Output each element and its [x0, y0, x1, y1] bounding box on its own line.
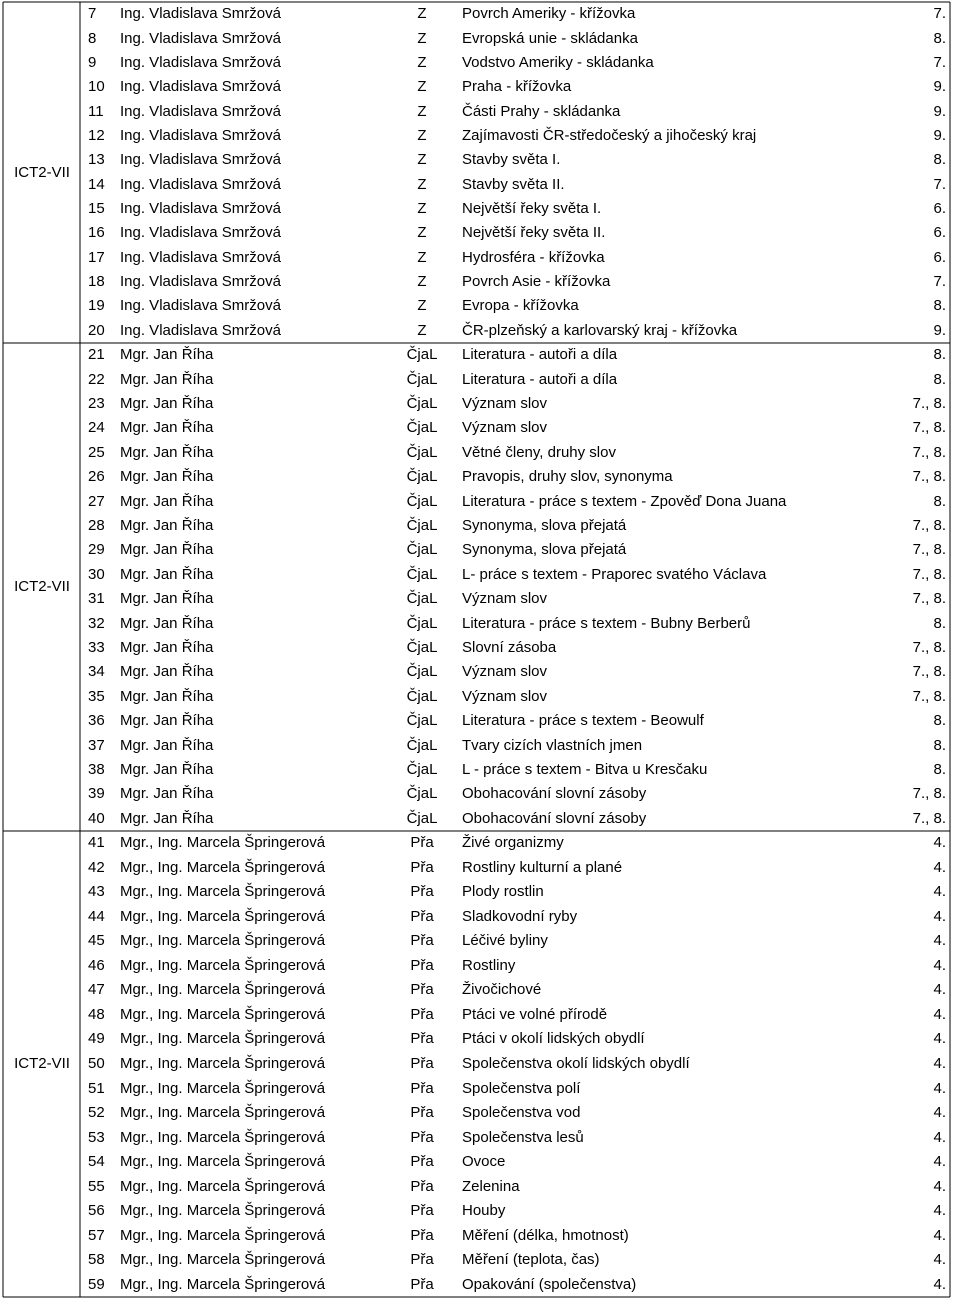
topic-title: Živočichové — [462, 981, 542, 999]
teacher-name: Mgr., Ing. Marcela Špringerová — [120, 1104, 326, 1122]
teacher-name: Mgr., Ing. Marcela Špringerová — [120, 1153, 326, 1171]
topic-title: Živé organizmy — [462, 834, 564, 852]
row-number: 51 — [88, 1079, 105, 1097]
row-number: 10 — [88, 78, 105, 96]
subject-code: ČjaL — [406, 395, 438, 412]
teacher-name: Ing. Vladislava Smržová — [120, 53, 281, 71]
topic-title: Obohacování slovní zásoby — [462, 809, 647, 827]
topic-title: Největší řeky světa I. — [462, 200, 602, 218]
subject-code: Z — [417, 175, 427, 193]
row-number: 54 — [88, 1153, 105, 1171]
topic-title: Obohacování slovní zásoby — [462, 785, 647, 803]
row-number: 31 — [88, 590, 105, 608]
row-number: 50 — [88, 1055, 105, 1072]
teacher-name: Mgr., Ing. Marcela Špringerová — [120, 1005, 326, 1023]
subject-code: ČjaL — [406, 443, 438, 461]
topic-title: Zajímavosti ČR-středočeský a jihočeský kraj — [462, 126, 757, 144]
row-number: 45 — [88, 932, 105, 950]
topic-title: Hydrosféra - křížovka — [462, 248, 605, 266]
subject-code: Přa — [410, 956, 434, 974]
teacher-name: Mgr. Jan Říha — [120, 443, 214, 461]
row-number: 26 — [88, 468, 105, 486]
teacher-name: Mgr. Jan Říha — [120, 590, 214, 608]
grade-level: 8. — [933, 370, 946, 388]
subject-code: Přa — [410, 858, 434, 876]
topic-title: Význam slov — [462, 395, 548, 412]
teacher-name: Mgr., Ing. Marcela Špringerová — [120, 1202, 326, 1220]
row-number: 49 — [88, 1030, 105, 1048]
row-number: 35 — [88, 687, 105, 705]
subject-code: ČjaL — [406, 468, 438, 486]
row-number: 7 — [88, 5, 97, 23]
teacher-name: Mgr. Jan Říha — [120, 809, 214, 827]
row-number: 11 — [88, 102, 104, 120]
topic-title: ČR-plzeňský a karlovarský kraj - křížovka — [462, 321, 738, 339]
grade-level: 4. — [933, 858, 946, 876]
grade-level: 4. — [933, 1275, 946, 1293]
topic-title: Literatura - práce s textem - Bubny Berberů — [462, 614, 751, 632]
grade-level: 4. — [933, 1177, 946, 1195]
grade-level: 7. — [933, 175, 946, 193]
subject-code: Přa — [410, 1275, 434, 1293]
grade-level: 4. — [933, 1153, 946, 1171]
grade-level: 7., 8. — [912, 663, 946, 681]
subject-code: Přa — [410, 1005, 434, 1023]
row-number: 20 — [88, 321, 105, 339]
subject-code: Z — [417, 126, 427, 144]
row-number: 9 — [88, 53, 97, 71]
row-number: 42 — [88, 858, 105, 876]
teacher-name: Mgr. Jan Říha — [120, 565, 214, 583]
teacher-name: Mgr., Ing. Marcela Špringerová — [120, 1030, 326, 1048]
topic-title: Literatura - autoři a díla — [462, 346, 618, 364]
topic-title: Význam slov — [462, 663, 548, 681]
teacher-name: Mgr., Ing. Marcela Špringerová — [120, 907, 326, 925]
grade-level: 8. — [933, 736, 946, 754]
teacher-name: Mgr., Ing. Marcela Špringerová — [120, 1177, 326, 1195]
row-number: 25 — [88, 443, 105, 461]
teacher-name: Mgr., Ing. Marcela Špringerová — [120, 1275, 326, 1293]
grade-level: 7., 8. — [912, 517, 946, 534]
grade-level: 7., 8. — [912, 565, 946, 583]
teacher-name: Mgr. Jan Říha — [120, 346, 214, 364]
grade-level: 7., 8. — [912, 687, 946, 705]
row-number: 53 — [88, 1128, 105, 1146]
subject-code: Z — [417, 200, 427, 218]
subject-code: Z — [417, 53, 427, 71]
teacher-name: Ing. Vladislava Smržová — [120, 273, 281, 291]
grade-level: 4. — [933, 1030, 946, 1048]
row-number: 43 — [88, 883, 105, 901]
teacher-name: Mgr. Jan Říha — [120, 492, 214, 510]
teacher-name: Mgr. Jan Říha — [120, 639, 214, 656]
row-number: 28 — [88, 517, 105, 534]
teacher-name: Mgr. Jan Říha — [120, 395, 214, 412]
row-number: 55 — [88, 1177, 105, 1195]
row-number: 36 — [88, 712, 105, 730]
subject-code: Z — [417, 224, 427, 242]
teacher-name: Ing. Vladislava Smržová — [120, 151, 281, 169]
subject-code: ČjaL — [406, 761, 438, 778]
row-number: 46 — [88, 956, 105, 974]
grade-level: 9. — [933, 321, 946, 339]
subject-code: Z — [417, 273, 427, 291]
teacher-name: Ing. Vladislava Smržová — [120, 78, 281, 96]
row-number: 30 — [88, 565, 105, 583]
teacher-name: Mgr. Jan Říha — [120, 419, 214, 437]
grade-level: 7., 8. — [912, 541, 946, 559]
group-label: ICT2-VII — [14, 1055, 70, 1072]
topic-title: Synonyma, slova přejatá — [462, 517, 627, 534]
subject-code: ČjaL — [406, 590, 438, 608]
row-number: 52 — [88, 1104, 105, 1122]
topic-title: Evropská unie - skládanka — [462, 29, 638, 47]
grade-level: 4. — [933, 1251, 946, 1269]
topic-title: Léčivé byliny — [462, 932, 548, 950]
grade-level: 4. — [933, 907, 946, 925]
teacher-name: Mgr., Ing. Marcela Špringerová — [120, 1128, 326, 1146]
row-number: 39 — [88, 785, 105, 803]
row-number: 59 — [88, 1275, 105, 1293]
subject-code: Přa — [410, 1030, 434, 1048]
row-number: 18 — [88, 273, 105, 291]
subject-code: ČjaL — [406, 565, 438, 583]
topic-title: Stavby světa II. — [462, 175, 565, 193]
subject-code: ČjaL — [406, 663, 438, 681]
teacher-name: Mgr., Ing. Marcela Špringerová — [120, 1079, 326, 1097]
group-label: ICT2-VII — [14, 163, 70, 181]
subject-code: Z — [417, 248, 427, 266]
topic-title: Ptáci ve volné přírodě — [462, 1005, 608, 1023]
row-number: 8 — [88, 29, 97, 47]
teacher-name: Mgr. Jan Říha — [120, 517, 214, 534]
teacher-name: Ing. Vladislava Smržová — [120, 126, 281, 144]
teacher-name: Ing. Vladislava Smržová — [120, 248, 281, 266]
topic-title: Stavby světa I. — [462, 151, 561, 169]
subject-code: ČjaL — [406, 639, 438, 656]
teacher-name: Mgr. Jan Říha — [120, 687, 214, 705]
subject-code: ČjaL — [406, 370, 438, 388]
teacher-name: Mgr., Ing. Marcela Špringerová — [120, 834, 326, 852]
topic-title: Synonyma, slova přejatá — [462, 541, 627, 559]
subject-code: Z — [417, 321, 427, 339]
grade-level: 7., 8. — [912, 785, 946, 803]
subject-code: ČjaL — [406, 614, 438, 632]
grade-level: 8. — [933, 492, 946, 510]
topic-title: Větné členy, druhy slov — [462, 443, 616, 461]
grade-level: 7., 8. — [912, 639, 946, 656]
subject-code: ČjaL — [406, 346, 438, 364]
row-number: 40 — [88, 809, 105, 827]
teacher-name: Mgr. Jan Říha — [120, 541, 214, 559]
teacher-name: Mgr. Jan Říha — [120, 785, 214, 803]
teacher-name: Mgr. Jan Říha — [120, 712, 214, 730]
grade-level: 4. — [933, 981, 946, 999]
topic-title: Měření (teplota, čas) — [462, 1251, 600, 1269]
topic-title: Společenstva vod — [462, 1104, 581, 1122]
topic-title: Rostliny — [462, 956, 516, 974]
topic-title: L- práce s textem - Praporec svatého Václava — [462, 565, 767, 583]
topic-title: Společenstva lesů — [462, 1128, 584, 1146]
grade-level: 4. — [933, 1226, 946, 1244]
grade-level: 4. — [933, 883, 946, 901]
row-number: 27 — [88, 492, 105, 510]
subject-code: Přa — [410, 932, 434, 950]
grade-level: 4. — [933, 1055, 946, 1072]
subject-code: ČjaL — [406, 809, 438, 827]
teacher-name: Ing. Vladislava Smržová — [120, 297, 281, 315]
teacher-name: Ing. Vladislava Smržová — [120, 321, 281, 339]
topic-title: Literatura - práce s textem - Zpověď Dona Juana — [462, 492, 787, 510]
topic-title: Praha - křížovka — [462, 78, 572, 96]
grade-level: 7., 8. — [912, 395, 946, 412]
grade-level: 9. — [933, 126, 946, 144]
row-number: 44 — [88, 907, 105, 925]
grade-level: 9. — [933, 78, 946, 96]
teacher-name: Ing. Vladislava Smržová — [120, 5, 281, 23]
topic-title: Měření (délka, hmotnost) — [462, 1226, 629, 1244]
row-number: 29 — [88, 541, 105, 559]
grade-level: 8. — [933, 151, 946, 169]
topic-title: Slovní zásoba — [462, 639, 557, 656]
teacher-name: Mgr., Ing. Marcela Špringerová — [120, 1251, 326, 1269]
row-number: 32 — [88, 614, 105, 632]
grade-level: 6. — [933, 224, 946, 242]
grade-level: 7., 8. — [912, 468, 946, 486]
teacher-name: Mgr. Jan Říha — [120, 614, 214, 632]
row-number: 19 — [88, 297, 105, 315]
teacher-name: Ing. Vladislava Smržová — [120, 29, 281, 47]
group-label: ICT2-VII — [14, 578, 70, 595]
subject-code: ČjaL — [406, 687, 438, 705]
topic-title: Ptáci v okolí lidských obydlí — [462, 1030, 645, 1048]
subject-code: ČjaL — [406, 541, 438, 559]
topic-title: Rostliny kulturní a plané — [462, 858, 623, 876]
row-number: 24 — [88, 419, 105, 437]
grade-level: 8. — [933, 761, 946, 778]
grade-level: 6. — [933, 248, 946, 266]
row-number: 15 — [88, 200, 105, 218]
teacher-name: Ing. Vladislava Smržová — [120, 175, 281, 193]
subject-code: Přa — [410, 1177, 434, 1195]
teacher-name: Mgr. Jan Říha — [120, 663, 214, 681]
teacher-name: Mgr., Ing. Marcela Špringerová — [120, 1226, 326, 1244]
subject-code: Přa — [410, 1153, 434, 1171]
grade-level: 4. — [933, 1005, 946, 1023]
topic-title: Největší řeky světa II. — [462, 224, 606, 242]
row-number: 14 — [88, 175, 105, 193]
grade-level: 7., 8. — [912, 590, 946, 608]
topic-title: Sladkovodní ryby — [462, 907, 578, 925]
teacher-name: Mgr. Jan Říha — [120, 370, 214, 388]
row-number: 21 — [88, 346, 105, 364]
topic-title: Význam slov — [462, 419, 548, 437]
grade-level: 7., 8. — [912, 809, 946, 827]
subject-code: Přa — [410, 981, 434, 999]
topic-title: Plody rostlin — [462, 883, 544, 901]
topic-title: Vodstvo Ameriky - skládanka — [462, 53, 654, 71]
subject-code: ČjaL — [406, 785, 438, 803]
subject-code: ČjaL — [406, 712, 438, 730]
subject-code: Přa — [410, 1128, 434, 1146]
teacher-name: Ing. Vladislava Smržová — [120, 224, 281, 242]
grade-level: 9. — [933, 102, 946, 120]
topic-title: Houby — [462, 1202, 506, 1220]
subject-code: Z — [417, 151, 427, 169]
row-number: 17 — [88, 248, 105, 266]
grade-level: 7., 8. — [912, 419, 946, 437]
subject-code: Přa — [410, 907, 434, 925]
grade-level: 7. — [933, 53, 946, 71]
subject-code: Přa — [410, 1226, 434, 1244]
grade-level: 8. — [933, 346, 946, 364]
row-number: 13 — [88, 151, 105, 169]
row-number: 33 — [88, 639, 105, 656]
grade-level: 7. — [933, 273, 946, 291]
topic-title: Ovoce — [462, 1153, 506, 1171]
grade-level: 4. — [933, 834, 946, 852]
topic-title: Evropa - křížovka — [462, 297, 579, 315]
topic-title: Společenstva okolí lidských obydlí — [462, 1055, 690, 1072]
topic-title: Literatura - práce s textem - Beowulf — [462, 712, 704, 730]
row-number: 16 — [88, 224, 105, 242]
subject-code: Z — [417, 297, 427, 315]
subject-code: ČjaL — [406, 736, 438, 754]
grade-level: 8. — [933, 297, 946, 315]
teacher-name: Mgr. Jan Říha — [120, 468, 214, 486]
row-number: 56 — [88, 1202, 105, 1220]
topic-title: Pravopis, druhy slov, synonyma — [462, 468, 673, 486]
row-number: 12 — [88, 126, 105, 144]
grade-level: 4. — [933, 956, 946, 974]
grade-level: 4. — [933, 932, 946, 950]
topic-title: Význam slov — [462, 687, 548, 705]
subject-code: Přa — [410, 1202, 434, 1220]
row-number: 58 — [88, 1251, 105, 1269]
grade-level: 6. — [933, 200, 946, 218]
topic-title: Význam slov — [462, 590, 548, 608]
topic-title: Tvary cizích vlastních jmen — [462, 736, 643, 754]
teacher-name: Ing. Vladislava Smržová — [120, 200, 281, 218]
teacher-name: Mgr., Ing. Marcela Špringerová — [120, 956, 326, 974]
topic-title: Společenstva polí — [462, 1079, 581, 1097]
row-number: 47 — [88, 981, 105, 999]
row-number: 37 — [88, 736, 105, 754]
subject-code: Z — [417, 5, 427, 23]
row-number: 41 — [88, 834, 105, 852]
subject-code: Přa — [410, 1104, 434, 1122]
subject-code: Přa — [410, 1079, 434, 1097]
grade-level: 4. — [933, 1104, 946, 1122]
topic-title: Povrch Asie - křížovka — [462, 273, 611, 291]
teacher-name: Mgr., Ing. Marcela Špringerová — [120, 932, 326, 950]
row-number: 57 — [88, 1226, 105, 1244]
subject-code: ČjaL — [406, 492, 438, 510]
subject-code: Z — [417, 102, 427, 120]
teacher-name: Mgr., Ing. Marcela Špringerová — [120, 883, 326, 901]
topic-title: Zelenina — [462, 1177, 520, 1195]
subject-code: Přa — [410, 1055, 434, 1072]
grade-level: 8. — [933, 614, 946, 632]
grade-level: 4. — [933, 1079, 946, 1097]
row-number: 23 — [88, 395, 105, 412]
subject-code: Přa — [410, 1251, 434, 1269]
row-number: 48 — [88, 1005, 105, 1023]
subject-code: Přa — [410, 883, 434, 901]
topic-title: Opakování (společenstva) — [462, 1275, 637, 1293]
grade-level: 4. — [933, 1202, 946, 1220]
topic-title: Části Prahy - skládanka — [462, 102, 621, 120]
topic-title: Literatura - autoři a díla — [462, 370, 618, 388]
row-number: 22 — [88, 370, 105, 388]
teacher-name: Mgr., Ing. Marcela Špringerová — [120, 858, 326, 876]
teacher-name: Ing. Vladislava Smržová — [120, 102, 281, 120]
grade-level: 8. — [933, 29, 946, 47]
subject-code: Přa — [410, 834, 434, 852]
grade-level: 7., 8. — [912, 443, 946, 461]
topic-title: L - práce s textem - Bitva u Kresčaku — [462, 761, 708, 778]
grade-level: 7. — [933, 5, 946, 23]
topic-title: Povrch Ameriky - křížovka — [462, 5, 636, 23]
subject-code: Z — [417, 29, 427, 47]
row-number: 38 — [88, 761, 105, 778]
teacher-name: Mgr. Jan Říha — [120, 736, 214, 754]
grade-level: 4. — [933, 1128, 946, 1146]
subject-code: Z — [417, 78, 427, 96]
teacher-name: Mgr., Ing. Marcela Špringerová — [120, 1055, 326, 1072]
subject-code: ČjaL — [406, 419, 438, 437]
grade-level: 8. — [933, 712, 946, 730]
subject-code: ČjaL — [406, 517, 438, 534]
teacher-name: Mgr., Ing. Marcela Špringerová — [120, 981, 326, 999]
teacher-name: Mgr. Jan Říha — [120, 761, 214, 778]
row-number: 34 — [88, 663, 105, 681]
